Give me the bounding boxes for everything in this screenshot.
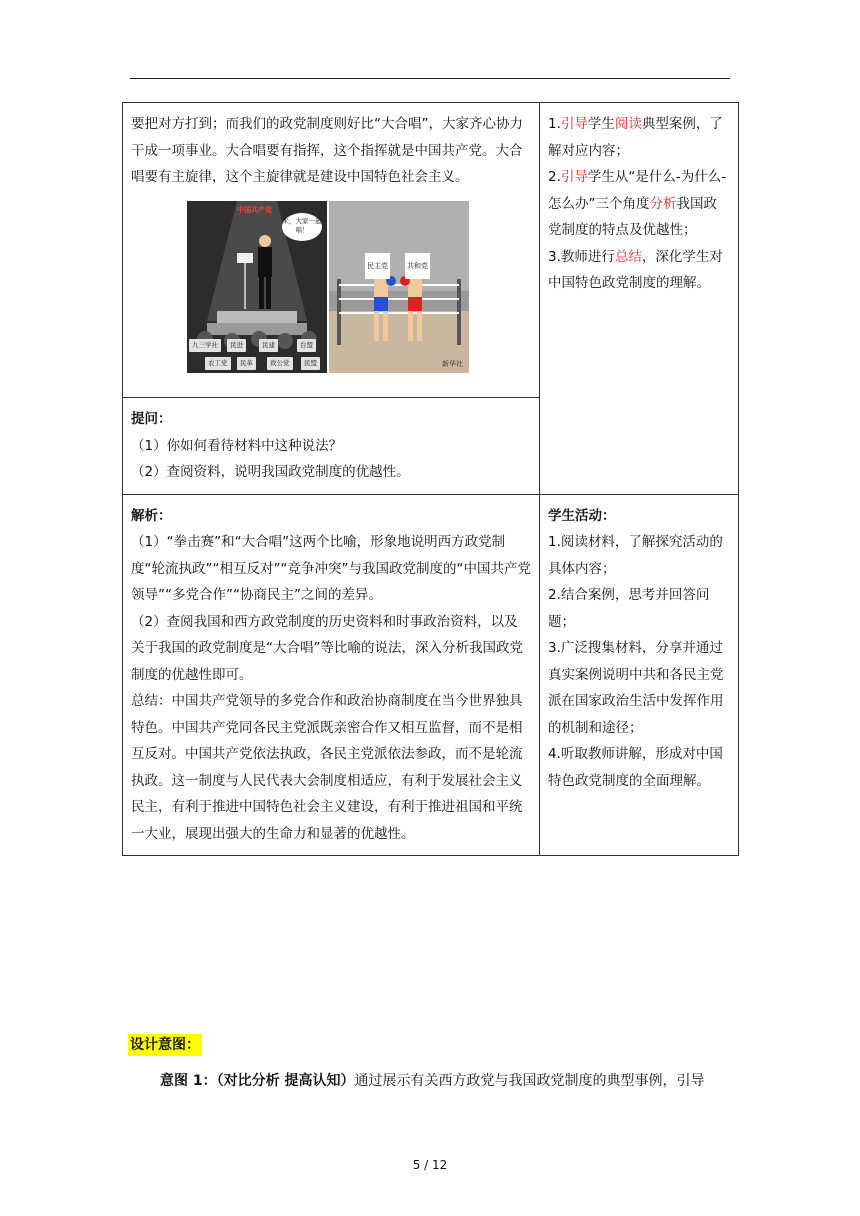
- analysis-1: （1）“拳击赛”和“大合唱”这两个比喻，形象地说明西方政党制度“轮流执政”“相互反对”“竞争冲突”与我国政党制度的“中国共产党领导”“多党合作”“协商民主”之间的差异。: [131, 534, 531, 603]
- democrat-label: 民主党: [365, 253, 390, 280]
- boxing-scene: [329, 201, 469, 373]
- student-item-3: 3.广泛搜集材料，分享并通过真实案例说明中共和各民主党派在国家政治生活中发挥作用的机制和途径；: [548, 640, 724, 736]
- watermark: 新华社: [442, 359, 463, 368]
- party-sign: 民盟: [301, 357, 320, 370]
- teacher-activity-cell: [540, 103, 739, 495]
- student-item-4: 4.听取教师讲解，形成对中国特色政党制度的全面理解。: [548, 746, 723, 789]
- conductor-label: 中国共产党: [237, 205, 272, 214]
- student-activity-cell: [540, 494, 739, 856]
- analysis-summary: 总结：中国共产党领导的多党合作和政治协商制度在当今世界独具特色。中国共产党同各民主党派既亲密合作又相互监督，而不是相互反对。中国共产党依法执政，各民主党派依法参政，而不是轮流执政。这一制度与人民代表大会制度相适应，有利于发展社会主义民主，有利于推进中国特色社会主义建设，有利于推进祖国和平统一大业，展现出强大的生命力和显著的优越性。: [131, 693, 523, 842]
- party-sign: 台盟: [297, 339, 316, 352]
- material-cell: [123, 103, 540, 398]
- teacher-item-3: 3.教师进行总结，深化学生对中国特色政党制度的理解。: [548, 248, 723, 291]
- party-sign: 农工党: [205, 357, 231, 370]
- question-cell: [123, 398, 540, 495]
- header-rule: [130, 78, 730, 79]
- chorus-illustration: [187, 201, 327, 373]
- party-sign: 民革: [237, 357, 256, 370]
- republican-label: 共和党: [405, 253, 430, 280]
- analysis-cell: [123, 494, 540, 856]
- party-sign: 致公党: [267, 357, 293, 370]
- analysis-2: （2）查阅我国和西方政党制度的历史资料和时事政治资料，以及关于我国的政党制度是“大合唱”等比喻的说法，深入分析我国政党制度的优越性即可。: [131, 613, 523, 683]
- question-2: （2）查阅资料，说明我国政党制度的优越性。: [131, 464, 410, 480]
- student-item-2: 2.结合案例，思考并回答问题；: [548, 587, 710, 630]
- analysis-heading: 解析：: [131, 507, 172, 524]
- teacher-item-1: 1.引导学生阅读典型案例，了解对应内容；: [548, 116, 723, 159]
- student-item-1: 1.阅读材料，了解探究活动的具体内容；: [548, 534, 723, 577]
- teacher-item-2: 2.引导学生从“是什么-为什么-怎么办”三个角度分析我国政党制度的特点及优越性；: [548, 169, 727, 238]
- page-number: 5 / 12: [412, 1158, 448, 1172]
- material-text: 要把对方打到；而我们的政党制度则好比“大合唱”，大家齐心协力干成一项事业。大合唱要有指挥，这个指挥就是中国共产党。大合唱要有主旋律，这个主旋律就是建设中国特色社会主义。: [131, 116, 523, 185]
- speech-bubble: 来，大家一起唱！: [282, 213, 322, 241]
- question-heading: 提问：: [131, 411, 172, 427]
- design-intent-heading: 设计意图：: [128, 1034, 202, 1056]
- party-sign: 民建: [259, 339, 278, 352]
- lesson-table: [122, 102, 739, 856]
- illustrations: [187, 201, 531, 373]
- intent-1: 意图 1：（对比分析 提高认知）通过展示有关西方政党与我国政党制度的典型事例，引导: [160, 1073, 705, 1089]
- student-heading: 学生活动：: [548, 507, 616, 524]
- party-sign: 九三学社: [189, 339, 221, 352]
- question-1: （1）你如何看待材料中这种说法？: [131, 437, 343, 454]
- boxing-illustration: [329, 201, 469, 373]
- party-sign: 民进: [227, 339, 246, 352]
